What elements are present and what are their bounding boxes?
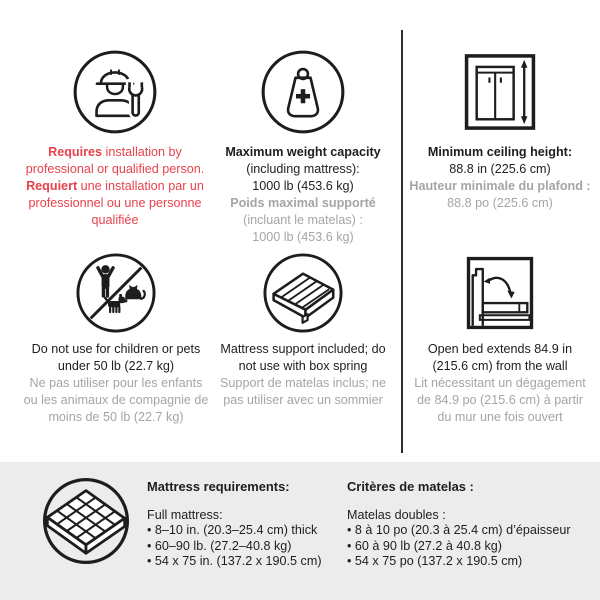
children-pets-line-en-1: Do not use for children or pets	[31, 342, 201, 356]
max-weight-title-en: Maximum weight capacity	[225, 145, 381, 159]
no-children-or-pets-icon-wrap	[10, 251, 222, 339]
ceiling-line-fr: 88.8 po (225.6 cm)	[447, 196, 553, 210]
open-bed-extension-icon	[458, 251, 542, 335]
tufted-mattress-icon-wrap	[40, 475, 132, 567]
children-pets-line-fr-1: Ne pas utiliser pour les enfants	[29, 376, 203, 390]
installation-en-lead: Requires	[48, 145, 103, 159]
weight-capacity-icon	[259, 48, 347, 136]
installation-en-rest: installation by professional or qualified person.	[25, 145, 205, 176]
max-weight-text	[208, 144, 398, 246]
mattress-requirements-section	[0, 462, 600, 600]
mattress-support-text	[208, 341, 398, 409]
installation-fr-rest: une installation par un professionnel ou une personne qualifiée	[28, 179, 204, 227]
tufted-mattress-icon	[40, 475, 132, 567]
closed-cabinet-height-icon	[456, 48, 544, 136]
max-weight-title-fr: Poids maximal supporté	[230, 196, 376, 210]
max-weight-line-en-2: 1000 lb (453.6 kg)	[252, 179, 354, 193]
notice-open-bed	[400, 251, 600, 426]
notice-mattress-support	[208, 251, 398, 409]
notice-ceiling-height	[403, 48, 597, 212]
max-weight-line-fr-1: (incluant le matelas) :	[243, 213, 363, 227]
ceiling-height-text	[403, 144, 597, 212]
mattress-bullet-en-2: • 60–90 lb. (27.2–40.8 kg)	[147, 538, 292, 553]
slatted-mattress-support-icon	[261, 251, 345, 335]
max-weight-line-fr-2: 1000 lb (453.6 kg)	[252, 230, 354, 244]
mattress-subtitle-en: Full mattress:	[147, 507, 223, 522]
mattress-requirements-title-fr: Critères de matelas :	[347, 479, 474, 494]
worker-with-wrench-icon	[71, 48, 159, 136]
slatted-mattress-support-icon-wrap	[208, 251, 398, 339]
mattress-subtitle-fr: Matelas doubles :	[347, 507, 446, 522]
ceiling-title-fr: Hauteur minimale du plafond :	[409, 179, 591, 193]
notice-children-pets	[10, 251, 222, 426]
mattress-requirements-fr	[347, 479, 595, 570]
children-pets-line-en-2: under 50 lb (22.7 kg)	[57, 359, 175, 373]
notice-max-weight	[208, 48, 398, 246]
open-bed-line-fr-2: de 84.9 po (215.6 cm) à partir	[417, 393, 583, 407]
closed-cabinet-height-icon-wrap	[403, 48, 597, 140]
open-bed-text	[400, 341, 600, 426]
ceiling-title-en: Minimum ceiling height:	[427, 145, 573, 159]
mattress-bullet-en-3: • 54 x 75 in. (137.2 x 190.5 cm)	[147, 554, 322, 568]
installation-text	[15, 144, 215, 229]
open-bed-line-en-2: (215.6 cm) from the wall	[432, 359, 568, 373]
open-bed-line-fr-1: Lit nécessitant un dégagement	[414, 376, 586, 390]
children-pets-text	[10, 341, 222, 426]
ceiling-line-en: 88.8 in (225.6 cm)	[449, 162, 551, 176]
worker-with-wrench-icon-wrap	[15, 48, 215, 140]
open-bed-line-en-1: Open bed extends 84.9 in	[427, 342, 573, 356]
installation-fr-lead: Requiert	[26, 179, 78, 193]
weight-capacity-icon-wrap	[208, 48, 398, 140]
max-weight-line-en-1: (including mattress):	[246, 162, 360, 176]
mattress-bullet-fr-2: • 60 à 90 lb (27.2 à 40.8 kg)	[347, 538, 502, 553]
mattress-requirements-en	[147, 479, 342, 570]
mattress-support-line-fr-1: Support de matelas inclus; ne	[220, 376, 386, 390]
mattress-support-line-fr-2: pas utiliser avec un sommier	[223, 393, 383, 407]
mattress-bullet-en-1: • 8–10 in. (20.3–25.4 cm) thick	[147, 523, 318, 537]
mattress-requirements-title-en: Mattress requirements:	[147, 479, 290, 494]
open-bed-line-fr-3: du mur une fois ouvert	[437, 410, 563, 424]
notice-installation	[15, 48, 215, 229]
mattress-support-line-en-1: Mattress support included; do	[220, 342, 386, 356]
no-children-or-pets-icon	[74, 251, 158, 335]
mattress-support-line-en-2: not use with box spring	[238, 359, 368, 373]
mattress-bullet-fr-3: • 54 x 75 po (137.2 x 190.5 cm)	[347, 554, 523, 568]
mattress-bullet-fr-1: • 8 à 10 po (20.3 à 25.4 cm) d’épaisseur	[347, 523, 571, 537]
children-pets-line-fr-3: moins de 50 lb (22.7 kg)	[48, 410, 184, 424]
children-pets-line-fr-2: ou les animaux de compagnie de	[23, 393, 209, 407]
open-bed-extension-icon-wrap	[400, 251, 600, 339]
